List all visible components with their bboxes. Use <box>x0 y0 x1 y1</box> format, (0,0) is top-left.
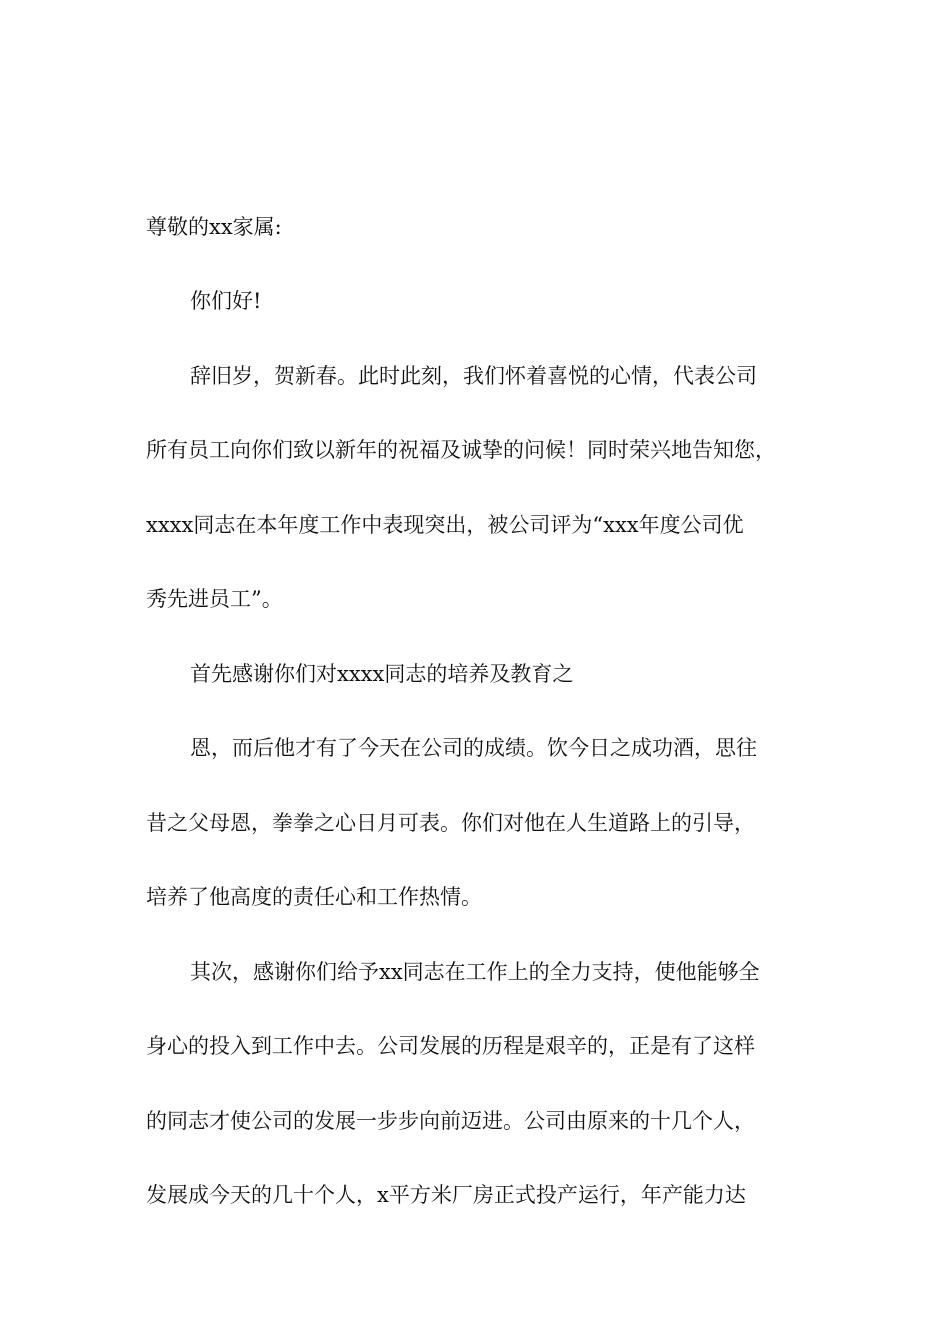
paragraph-line: xxxx同志在本年度工作中表现突出，被公司评为“xxx年度公司优 <box>146 513 744 537</box>
paragraph-line: 昔之父母恩，拳拳之心日月可表。你们对他在人生道路上的引导， <box>146 811 755 835</box>
salutation: 尊敬的xx家属: <box>146 215 282 239</box>
paragraph-line: 恩，而后他才有了今天在公司的成绩。饮今日之成功酒，思往 <box>190 736 757 760</box>
paragraph-line: 秀先进员工”。 <box>146 587 283 611</box>
greeting: 你们好! <box>190 289 262 313</box>
paragraph-line: 发展成今天的几十个人，x平方米厂房正式投产运行，年产能力达 <box>146 1183 746 1207</box>
paragraph-line: 辞旧岁，贺新春。此时此刻，我们怀着喜悦的心情，代表公司 <box>190 364 757 388</box>
paragraph-line: 其次，感谢你们给予xx同志在工作上的全力支持，使他能够全 <box>190 960 760 984</box>
paragraph-line: 所有员工向你们致以新年的祝福及诚挚的问候！同时荣兴地告知您， <box>146 438 776 462</box>
paragraph-line: 首先感谢你们对xxxx同志的培养及教育之 <box>190 662 574 686</box>
paragraph-line: 培养了他高度的责任心和工作热情。 <box>146 885 482 909</box>
paragraph-line: 的同志才使公司的发展一步步向前迈进。公司由原来的十几个人， <box>146 1109 755 1133</box>
paragraph-line: 身心的投入到工作中去。公司发展的历程是艰辛的，正是有了这样 <box>146 1034 755 1058</box>
